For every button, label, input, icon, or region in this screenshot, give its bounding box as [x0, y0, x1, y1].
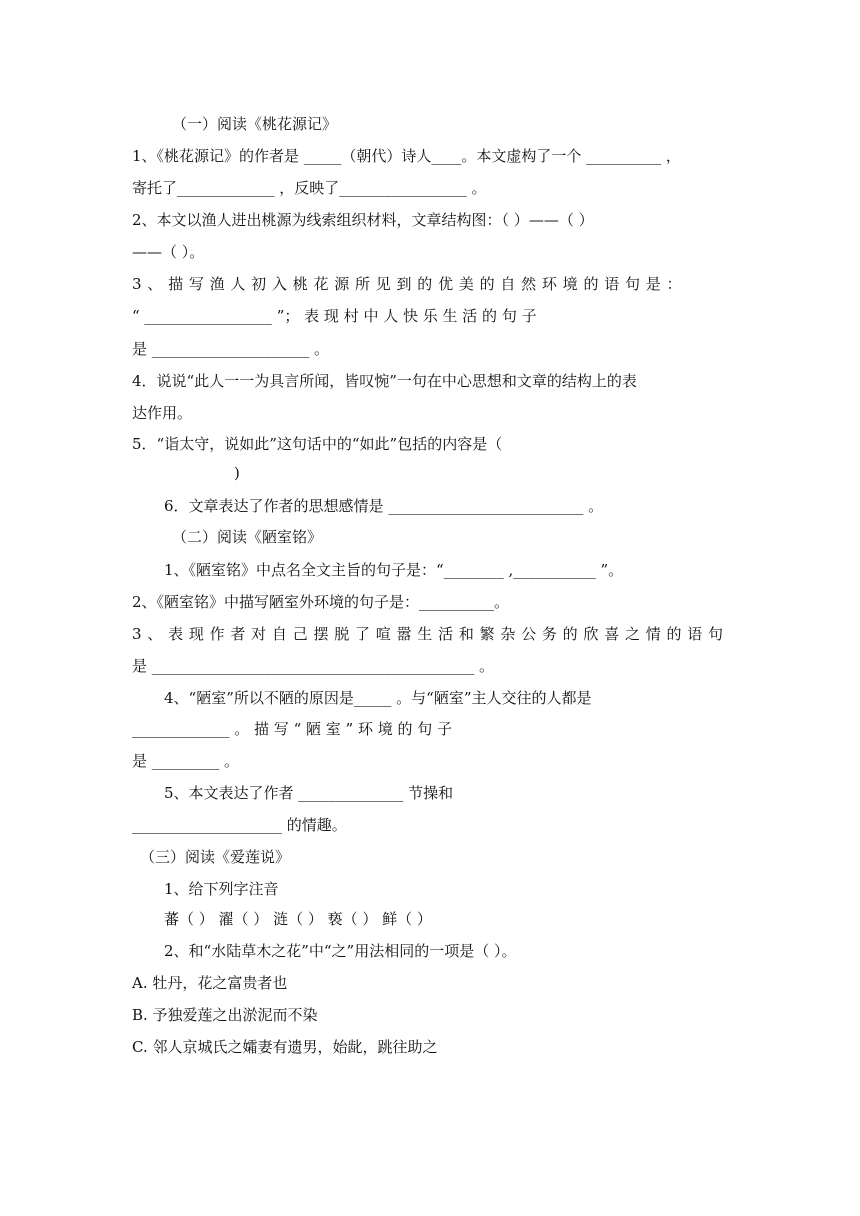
question-line: _____________ 。 描 写 “ 陋 室 ” 环 境 的 句 子 [132, 720, 453, 738]
question-line: ——（ ）。 [132, 243, 205, 261]
question-line: 4、“陋室”所以不陋的原因是_____ 。与“陋室”主人交往的人都是 [164, 689, 592, 707]
question-line: 5．“诣太守，说如此”这句话中的“如此”包括的内容是（ [132, 435, 503, 453]
question-line: 3 、 描 写 渔 人 初 入 桃 花 源 所 见 到 的 优 美 的 自 然 环 境 的 语 句 是 ： [132, 275, 683, 293]
question-line: 2、《陋室铭》中描写陋室外环境的句子是：__________。 [132, 593, 510, 611]
question-line: “ _________________ ”； 表 现 村 中 人 快 乐 生 活 的 句 子 [132, 307, 537, 325]
question-line: 5、本文表达了作者 ______________ 节操和 [164, 784, 454, 802]
question-line: 是 ___________________________________________ 。 [132, 657, 495, 675]
option-a: A. 牡丹，花之富贵者也 [132, 974, 288, 992]
question-line: 4．说说“此人一一为具言所闻，皆叹惋”一句在中心思想和文章的结构上的表 [132, 372, 637, 390]
question-line: 达作用。 [132, 404, 193, 422]
section-title-1: （一）阅读《桃花源记》 [172, 115, 338, 133]
question-line: 是 _____________________ 。 [132, 340, 330, 358]
question-line: ____________________ 的情趣。 [132, 816, 347, 834]
question-line: 2、和“水陆草木之花”中“之”用法相同的一项是（ ）。 [164, 942, 517, 960]
option-b: B. 予独爱莲之出淤泥而不染 [132, 1006, 318, 1024]
question-line: 蕃（ ） 濯（ ） 涟（ ） 亵（ ） 鲜（ ） [164, 910, 432, 928]
question-line: 1、《陋室铭》中点名全文主旨的句子是：“________ ,___________ ”。 [164, 561, 624, 579]
question-line: 3 、 表 现 作 者 对 自 己 摆 脱 了 喧 嚣 生 活 和 繁 杂 公 务 的 欣 喜 之 情 的 语 句 [132, 625, 724, 643]
section-title-3: （三）阅读《爱莲说》 [140, 848, 291, 866]
question-line: 是 _________ 。 [132, 752, 240, 770]
question-line: 1、《桃花源记》的作者是 _____（朝代）诗人____。本文虚构了一个 __________ ， [132, 147, 681, 165]
question-line: 6．文章表达了作者的思想感情是 __________________________ 。 [164, 497, 604, 515]
option-c: C. 邻人京城氏之孀妻有遗男，始龀，跳往助之 [132, 1038, 438, 1056]
question-line: ) [234, 464, 240, 482]
question-line: 2、本文以渔人进出桃源为线索组织材料，文章结构图：（ ）——（ ） [132, 211, 594, 229]
question-line: 1、给下列字注音 [164, 880, 279, 898]
question-line: 寄托了_____________ ，反映了_________________ 。 [132, 179, 487, 197]
section-title-2: （二）阅读《陋室铭》 [172, 528, 323, 546]
